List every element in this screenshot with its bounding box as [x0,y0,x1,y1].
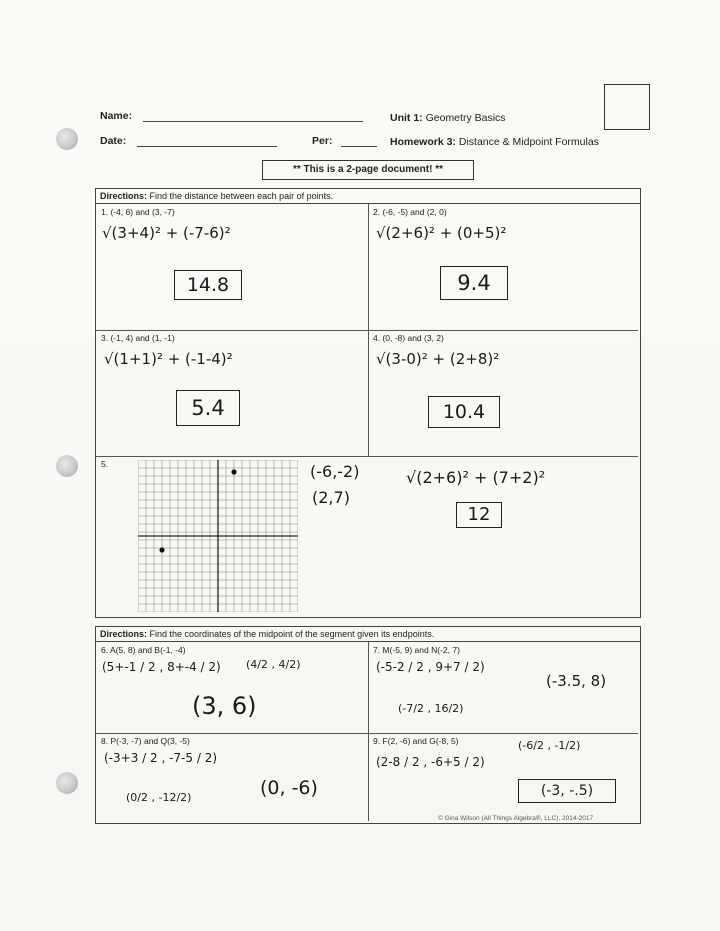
name-field [100,110,363,122]
name-label: Name: [100,110,133,122]
handwritten-work: (5+-1 / 2 , 8+-4 / 2) [102,660,221,674]
period-label: Per: [312,135,333,147]
handwritten-answer: (0, -6) [260,777,318,799]
date-label: Date: [100,135,127,147]
problem-5: 5. (-6,-2) (2,7) √(2+6)² + (7+2)² 12 [96,456,638,615]
handwritten-points: (2,7) [312,488,350,507]
distance-section [95,188,641,618]
handwritten-work: √(2+6)² + (0+5)² [376,224,507,242]
answer-box: 12 [456,502,502,528]
handwritten-work: √(1+1)² + (-1-4)² [104,350,233,368]
handwritten-work: (0/2 , -12/2) [126,791,192,804]
coordinate-grid [138,460,298,612]
handwritten-work: (-6/2 , -1/2) [518,739,581,752]
answer-box: 14.8 [174,270,242,300]
answer-box: 9.4 [440,266,508,300]
distance-directions: Directions: Find the distance between each pair of points. [96,189,640,204]
unit-title: Unit 1: Geometry Basics [390,112,506,124]
problem-6: 6. A(5, 8) and B(-1, -4) (5+-1 / 2 , 8+-4 / 2) (4/2 , 4/2) (3, 6) [96,642,369,734]
handwritten-points: (-6,-2) [310,462,360,481]
midpoint-directions: Directions: Find the coordinates of the midpoint of the segment given its endpoints. [96,627,640,642]
handwritten-work: √(3-0)² + (2+8)² [376,350,500,368]
answer-box: (-3, -.5) [518,779,616,803]
answer-box: 5.4 [176,390,240,426]
handwritten-work: (2-8 / 2 , -6+5 / 2) [376,755,485,769]
handwritten-work: (-7/2 , 16/2) [398,702,464,715]
problem-9: 9. F(2, -6) and G(-8, 5) (2-8 / 2 , -6+5 / 2) (-6/2 , -1/2) (-3, -.5) [368,733,638,821]
handwritten-work: (4/2 , 4/2) [246,658,301,671]
plotted-point [231,469,236,474]
handwritten-work: (-5-2 / 2 , 9+7 / 2) [376,660,485,674]
date-field [100,135,277,147]
handwritten-work: (-3+3 / 2 , -7-5 / 2) [104,751,218,765]
midpoint-section [95,626,641,824]
copyright-footer: © Gina Wilson (All Things Algebra®, LLC), 2014-2017 [438,815,594,822]
handwritten-answer: (3, 6) [192,692,257,720]
homework-title: Homework 3: Distance & Midpoint Formulas [390,136,599,148]
two-page-banner: ** This is a 2-page document! ** [262,160,474,180]
handwritten-answer: (-3.5, 8) [546,672,607,690]
handwritten-work: √(3+4)² + (-7-6)² [102,224,231,242]
problem-8: 8. P(-3, -7) and Q(3, -5) (-3+3 / 2 , -7-5 / 2) (0/2 , -12/2) (0, -6) [96,733,369,821]
period-field [312,135,377,147]
problem-1: 1. (-4, 6) and (3, -7) √(3+4)² + (-7-6)² 14.8 [96,204,369,331]
problem-2: 2. (-6, -5) and (2, 0) √(2+6)² + (0+5)² 9.4 [368,204,638,331]
binder-hole-icon [56,128,78,150]
plotted-point [159,547,164,552]
problem-4: 4. (0, -8) and (3, 2) √(3-0)² + (2+8)² 10.4 [368,330,638,457]
handwritten-work: √(2+6)² + (7+2)² [406,468,546,487]
binder-hole-icon [56,772,78,794]
score-box [604,84,650,130]
binder-hole-icon [56,455,78,477]
problem-7: 7. M(-5, 9) and N(-2, 7) (-5-2 / 2 , 9+7 / 2) (-7/2 , 16/2) (-3.5, 8) [368,642,638,734]
answer-box: 10.4 [428,396,500,428]
problem-3: 3. (-1, 4) and (1, -1) √(1+1)² + (-1-4)² 5.4 [96,330,369,457]
